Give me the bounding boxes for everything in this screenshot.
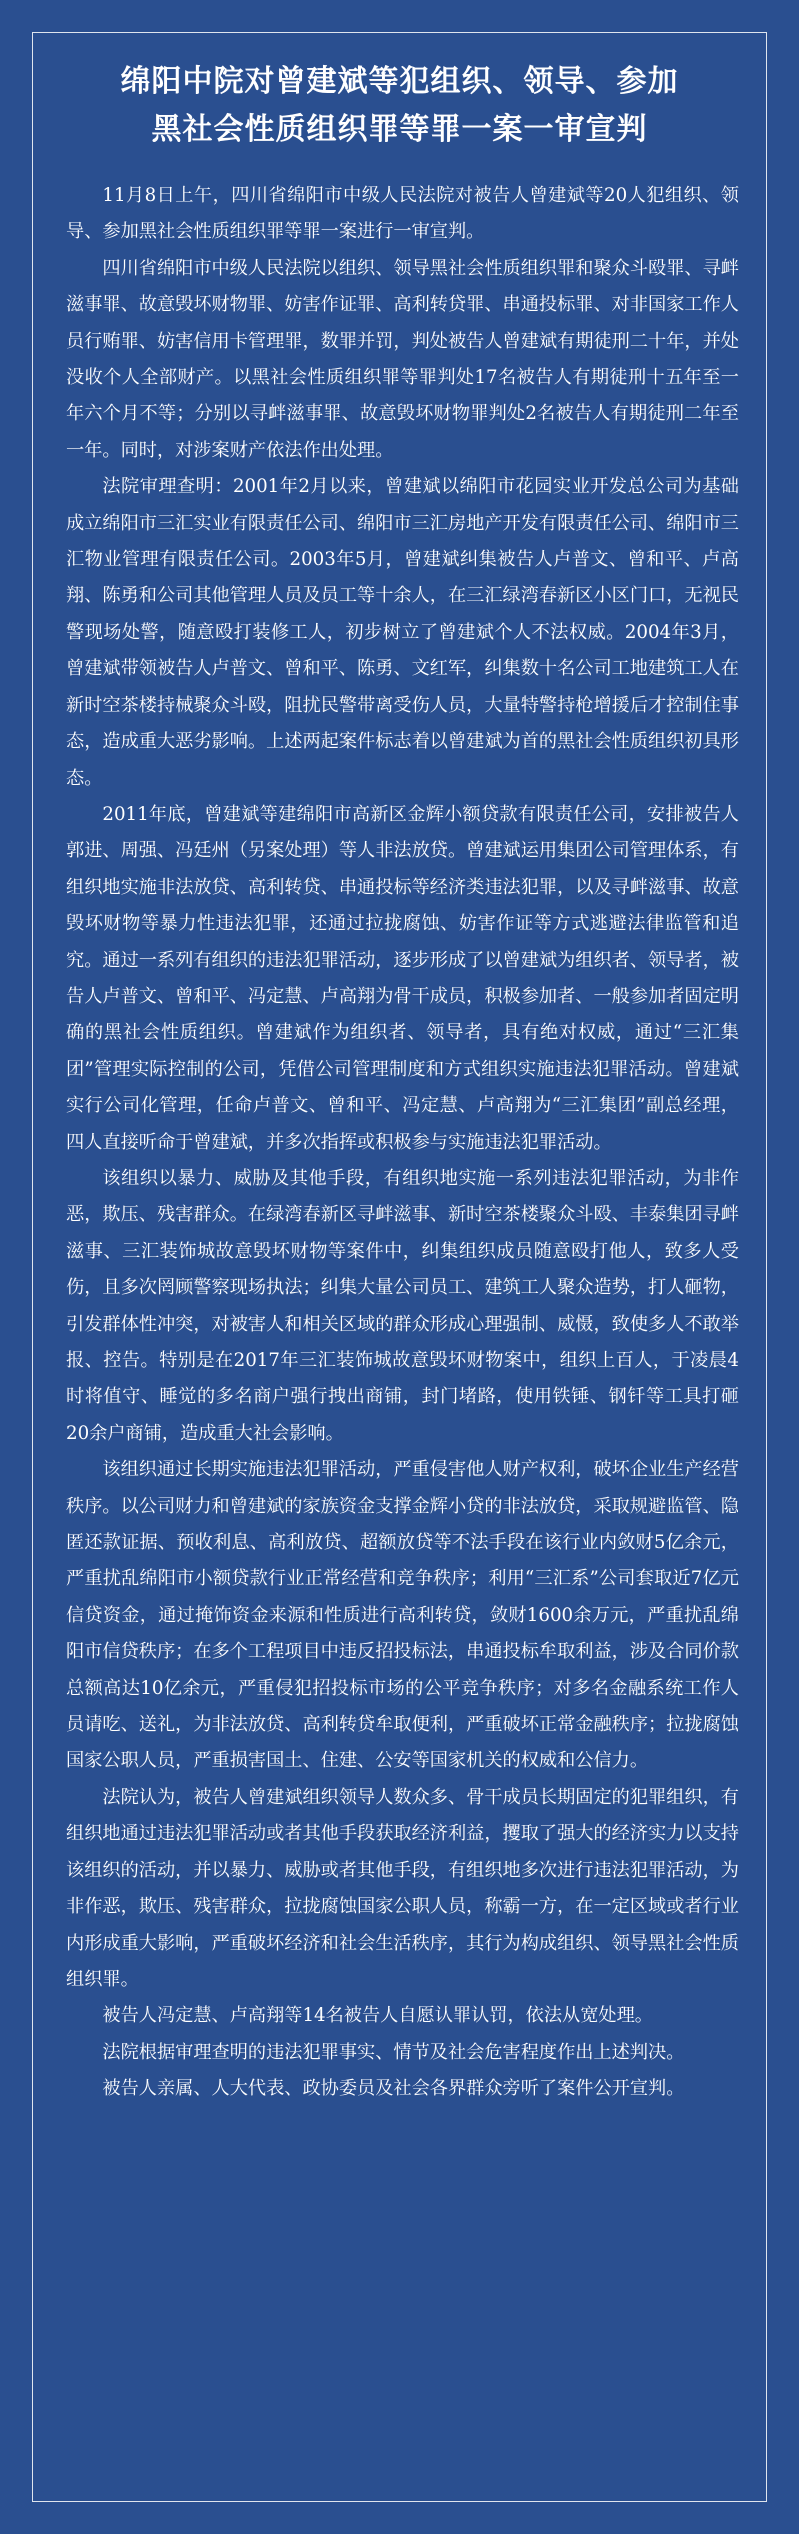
title-line-1: 绵阳中院对曾建斌等犯组织、领导、参加	[120, 64, 679, 99]
paragraph-court-finding: 法院认为，被告人曾建斌组织领导人数众多、骨干成员长期固定的犯罪组织，有组织地通过违法犯罪活动或者其他手段获取经济利益，攫取了强大的经济实力以支持该组织的活动，并以暴力、威胁或者其他手段，有组织地多次进行违法犯罪活动，为非作恶，欺压、残害群众，拉拢腐蚀国家公职人员，称霸一方，在一定区域或者行业内形成重大影响，严重破坏经济和社会生活秩序，其行为构成组织、领导黑社会性质组织罪。	[66, 1786, 739, 1990]
paragraph-verdict-announcement: 11月8日上午，四川省绵阳市中级人民法院对被告人曾建斌等20人犯组织、领导、参加黑社会性质组织罪等罪一案进行一审宣判。	[66, 185, 739, 243]
article-body	[66, 178, 739, 2108]
paragraph-organization-structure: 2011年底，曾建斌等建绵阳市高新区金辉小额贷款有限责任公司，安排被告人郭进、周强、冯廷州（另案处理）等人非法放贷。曾建斌运用集团公司管理体系，有组织地实施非法放贷、高利转贷、串通投标等经济类违法犯罪，以及寻衅滋事、故意毁坏财物等暴力性违法犯罪，还通过拉拢腐蚀、妨害作证等方式逃避法律监管和追究。通过一系列有组织的违法犯罪活动，逐步形成了以曾建斌为组织者、领导者，被告人卢普文、曾和平、冯定慧、卢高翔为骨干成员，积极参加者、一般参加者固定明确的黑社会性质组织。曾建斌作为组织者、领导者，具有绝对权威，通过“三汇集团”管理实际控制的公司，凭借公司管理制度和方式组织实施违法犯罪活动。曾建斌实行公司化管理，任命卢普文、曾和平、冯定慧、卢高翔为“三汇集团”副总经理，四人直接听命于曾建斌，并多次指挥或积极参与实施违法犯罪活动。	[66, 803, 739, 1153]
paragraph-leniency: 被告人冯定慧、卢高翔等14名被告人自愿认罪认罚，依法从宽处理。	[102, 2005, 653, 2027]
paragraph-early-formation: 法院审理查明：2001年2月以来，曾建斌以绵阳市花园实业开发总公司为基础成立绵阳市三汇实业有限责任公司、绵阳市三汇房地产开发有限责任公司、绵阳市三汇物业管理有限责任公司。2003年5月，曾建斌纠集被告人卢普文、曾和平、卢高翔、陈勇和公司其他管理人员及员工等十余人，在三汇绿湾春新区小区门口，无视民警现场处警，随意殴打装修工人，初步树立了曾建斌个人不法权威。2004年3月，曾建斌带领被告人卢普文、曾和平、陈勇、文红军，纠集数十名公司工地建筑工人在新时空茶楼持械聚众斗殴，阻扰民警带离受伤人员，大量特警持枪增援后才控制住事态，造成重大恶劣影响。上述两起案件标志着以曾建斌为首的黑社会性质组织初具形态。	[66, 476, 739, 789]
paragraph-sentences: 四川省绵阳市中级人民法院以组织、领导黑社会性质组织罪和聚众斗殴罪、寻衅滋事罪、故意毁坏财物罪、妨害作证罪、高利转贷罪、串通投标罪、对非国家工作人员行贿罪、妨害信用卡管理罪，数罪并罚，判处被告人曾建斌有期徒刑二十年，并处没收个人全部财产。以黑社会性质组织罪等罪判处17名被告人有期徒刑十五年至一年六个月不等；分别以寻衅滋事罪、故意毁坏财物罪判处2名被告人有期徒刑二年至一年。同时，对涉案财产依法作出处理。	[66, 257, 739, 461]
paragraph-violent-crimes: 该组织以暴力、威胁及其他手段，有组织地实施一系列违法犯罪活动，为非作恶，欺压、残害群众。在绿湾春新区寻衅滋事、新时空茶楼聚众斗殴、丰泰集团寻衅滋事、三汇装饰城故意毁坏财物等案件中，纠集组织成员随意殴打他人，致多人受伤，且多次罔顾警察现场执法；纠集大量公司员工、建筑工人聚众造势，打人砸物，引发群体性冲突，对被害人和相关区域的群众形成心理强制、威慑，致使多人不敢举报、控告。特别是在2017年三汇装饰城故意毁坏财物案中，组织上百人，于凌晨4时将值守、睡觉的多名商户强行拽出商铺，封门堵路，使用铁锤、钢钎等工具打砸20余户商铺，造成重大社会影响。	[66, 1167, 739, 1444]
paragraph-public-hearing: 被告人亲属、人大代表、政协委员及社会各界群众旁听了案件公开宣判。	[102, 2078, 685, 2100]
paragraph-judgment-basis: 法院根据审理查明的违法犯罪事实、情节及社会危害程度作出上述判决。	[102, 2041, 685, 2063]
article-title	[40, 58, 759, 154]
paragraph-economic-crimes: 该组织通过长期实施违法犯罪活动，严重侵害他人财产权利，破坏企业生产经营秩序。以公司财力和曾建斌的家族资金支撑金辉小贷的非法放贷，采取规避监管、隐匿还款证据、预收利息、高利放贷、超额放贷等不法手段在该行业内敛财5亿余元，严重扰乱绵阳市小额贷款行业正常经营和竞争秩序；利用“三汇系”公司套取近7亿元信贷资金，通过掩饰资金来源和性质进行高利转贷，敛财1600余万元，严重扰乱绵阳市信贷秩序；在多个工程项目中违反招投标法，串通投标牟取利益，涉及合同价款总额高达10亿余元，严重侵犯招投标市场的公平竞争秩序；对多名金融系统工作人员请吃、送礼，为非法放贷、高利转贷牟取便利，严重破坏正常金融秩序；拉拢腐蚀国家公职人员，严重损害国土、住建、公安等国家机关的权威和公信力。	[66, 1459, 739, 1772]
title-line-2: 黑社会性质组织罪等罪一案一审宣判	[151, 112, 648, 147]
